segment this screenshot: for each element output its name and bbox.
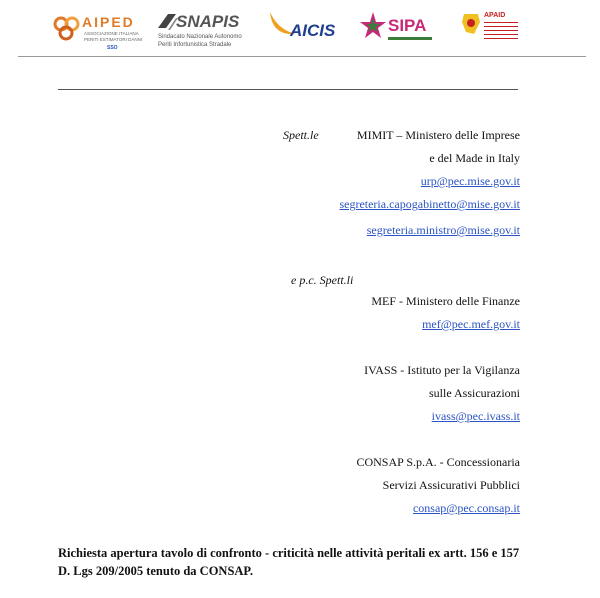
aiped-tagline-1: ASSOCIAZIONE ITALIANA xyxy=(84,31,139,36)
recipient-ivass-line2: sulle Assicurazioni xyxy=(429,386,520,400)
spett-label: Spett.le xyxy=(283,128,319,142)
recipient-consap-line2: Servizi Assicurativi Pubblici xyxy=(382,478,520,492)
snapis-swoosh-icon xyxy=(156,12,178,32)
email-link-mef[interactable]: mef@pec.mef.gov.it xyxy=(422,317,520,331)
apaid-map-icon xyxy=(460,12,482,36)
sipa-star-icon xyxy=(358,10,388,42)
snapis-tagline-2: Periti Infortunistica Stradale xyxy=(158,42,232,48)
letter-subject: Richiesta apertura tavolo di confronto - criticità nelle attività peritali ex artt. 156 e 157 D. Lgs 209/2005 tenuto da CONSAP. xyxy=(58,546,520,578)
apaid-name: APAID xyxy=(484,12,506,19)
recipient-mimit-line2: e del Made in Italy xyxy=(429,151,520,165)
aicis-name: AICIS xyxy=(290,21,336,40)
email-link-ministro[interactable]: segreteria.ministro@mise.gov.it xyxy=(366,223,520,237)
aicis-logo xyxy=(268,8,340,48)
snapis-name: SNAPIS xyxy=(176,12,240,31)
recipient-mef: MEF - Ministero delle Finanze xyxy=(371,294,520,308)
email-link-capogabinetto[interactable]: segreteria.capogabinetto@mise.gov.it xyxy=(339,197,520,211)
snapis-logo xyxy=(156,10,256,50)
snapis-tagline-1: Sindacato Nazionale Autonomo xyxy=(158,34,242,40)
email-link-ivass[interactable]: ivass@pec.ivass.it xyxy=(431,409,520,423)
email-link-consap[interactable]: consap@pec.consap.it xyxy=(412,501,520,515)
email-link-urp[interactable]: urp@pec.mise.gov.it xyxy=(420,174,520,188)
apaid-text-lines xyxy=(484,22,518,42)
recipient-consap-line1: CONSAP S.p.A. - Concessionaria xyxy=(356,455,520,469)
header-divider xyxy=(18,56,586,57)
aiped-footer: SSO xyxy=(107,45,118,51)
sipa-underline xyxy=(388,37,432,40)
sipa-name: SIPA xyxy=(388,16,427,35)
aiped-logo xyxy=(52,8,144,50)
epc-label: e p.c. Spett.li xyxy=(291,273,354,287)
aiped-tagline-2: PERITI ESTIMATORI DANNI xyxy=(84,37,143,42)
recipient-mimit-line1: MIMIT – Ministero delle Imprese xyxy=(356,128,520,142)
sipa-logo xyxy=(358,10,438,50)
letter-divider xyxy=(58,89,518,90)
aiped-name: AIPED xyxy=(82,14,135,30)
recipient-ivass-line1: IVASS - Istituto per la Vigilanza xyxy=(364,363,520,377)
aiped-rings-icon xyxy=(52,14,82,44)
apaid-logo xyxy=(460,8,524,50)
